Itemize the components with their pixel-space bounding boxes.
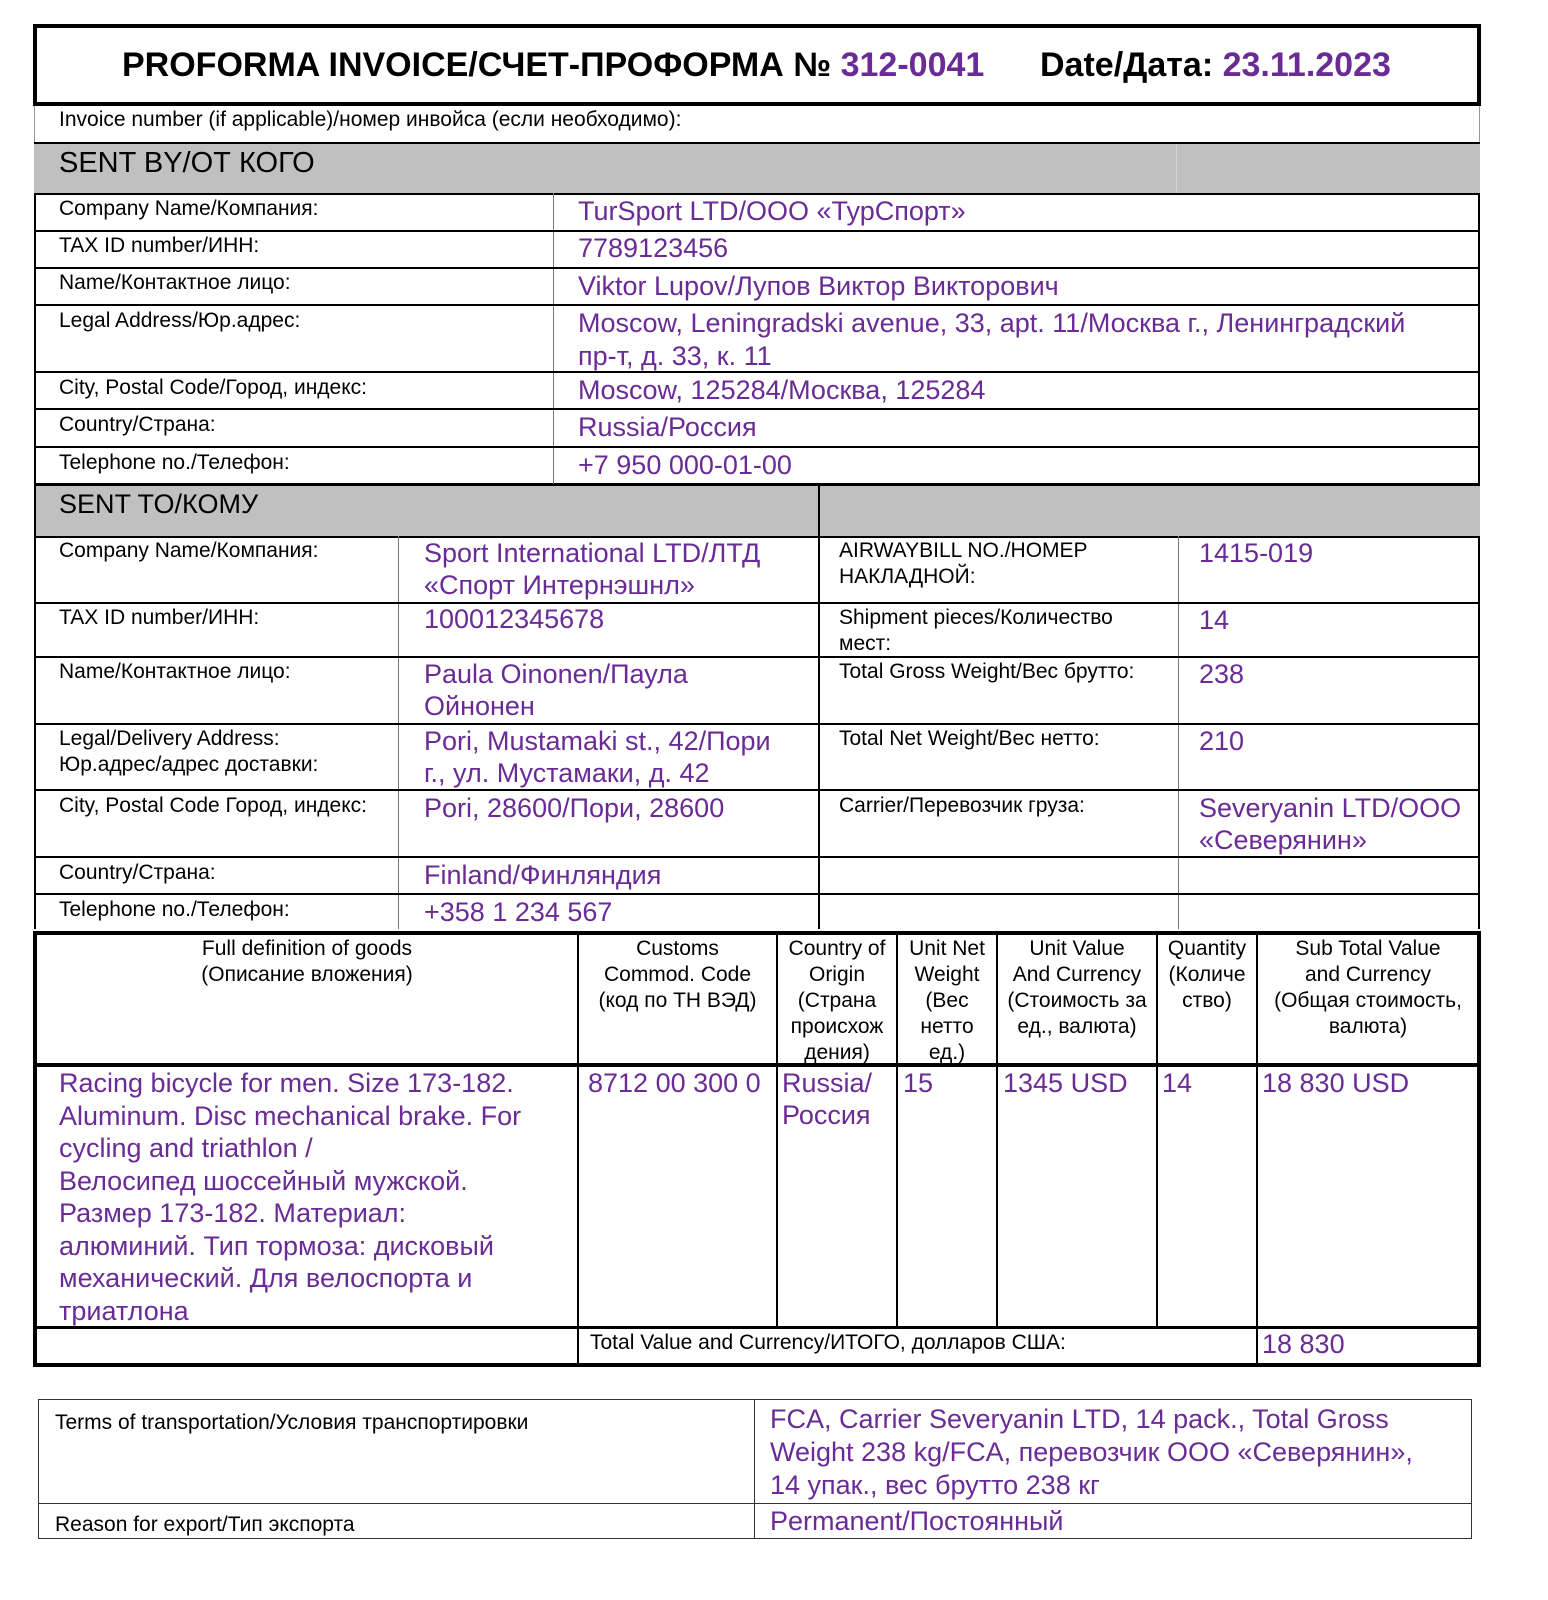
recipient-contact-value-line1: Paula Oinonen/Паула <box>424 659 688 689</box>
goods-unit-value: 1345 USD <box>1003 1068 1128 1098</box>
total-value: 18 830 <box>1262 1329 1345 1359</box>
col-header-line: ед.) <box>928 1041 966 1064</box>
col-header-line: валюта) <box>1328 1015 1408 1038</box>
col-header-line: Sub Total Value <box>1295 937 1441 960</box>
col-header-line: Country of <box>788 937 886 960</box>
col-header-line: нетто <box>920 1015 974 1038</box>
recipient-address-value-line1: Pori, Mustamaki st., 42/Пори <box>424 726 771 756</box>
invoice-title-label: PROFORMA INVOICE/СЧЕТ-ПРОФОРМА № <box>122 46 832 84</box>
col-header-line: Unit Net <box>909 937 985 960</box>
col-header-line: Unit Value <box>1029 937 1125 960</box>
recipient-country-label: Country/Страна: <box>59 861 216 884</box>
recipient-company-label: Company Name/Компания: <box>59 539 319 562</box>
recipient-contact-value-line2: Ойнонен <box>424 691 535 721</box>
col-header-line: происхож <box>790 1015 884 1038</box>
date-value: 23.11.2023 <box>1222 46 1391 84</box>
recipient-city-label: City, Postal Code Город, индекс: <box>59 794 367 817</box>
goods-origin-line1: Russia/ <box>782 1068 873 1098</box>
sent-by-title: SENT BY/ОТ КОГО <box>59 147 315 179</box>
export-reason-value: Permanent/Постоянный <box>770 1506 1064 1536</box>
recipient-company-value-line1: Sport International LTD/ЛТД <box>424 538 761 568</box>
goods-origin-line2: Россия <box>782 1100 871 1130</box>
invoice-title <box>122 45 984 85</box>
sender-address-value-line2: пр-т, д. 33, к. 11 <box>578 341 772 371</box>
invoice-number: 312-0041 <box>840 46 985 84</box>
col-header-line: (Страна <box>797 989 877 1012</box>
sent-to-title: SENT TO/КОМУ <box>59 489 259 519</box>
sender-contact-label: Name/Контактное лицо: <box>59 271 291 294</box>
col-header-description <box>37 936 577 988</box>
recipient-tax-id-label: TAX ID number/ИНН: <box>59 606 260 629</box>
goods-description <box>59 1067 521 1327</box>
sender-phone-label: Telephone no./Телефон: <box>59 451 290 474</box>
col-header-line: And Currency <box>1012 963 1142 986</box>
col-header-line: (код по ТН ВЭД) <box>598 989 757 1012</box>
recipient-phone-label: Telephone no./Телефон: <box>59 898 290 921</box>
col-header-unit-value <box>998 936 1156 1040</box>
recipient-phone-value: +358 1 234 567 <box>424 897 613 927</box>
col-header-line: (Описание вложения) <box>201 963 413 986</box>
shipment-pieces-label-line1: Shipment pieces/Количество <box>839 606 1113 629</box>
col-header-line: ед., валюта) <box>1017 1015 1137 1038</box>
recipient-tax-id-value: 100012345678 <box>424 604 605 634</box>
sender-company-label: Company Name/Компания: <box>59 197 319 220</box>
transport-terms-value <box>770 1403 1413 1502</box>
sender-tax-id-value: 7789123456 <box>578 233 729 263</box>
col-header-unit-net-weight <box>898 936 996 1066</box>
sender-address-label: Legal Address/Юр.адрес: <box>59 309 301 332</box>
sender-tax-id-label: TAX ID number/ИНН: <box>59 234 260 257</box>
col-header-quantity <box>1158 936 1256 1014</box>
sender-contact-value: Viktor Lupov/Лупов Виктор Викторович <box>578 271 1059 301</box>
sender-city-value: Moscow, 125284/Москва, 125284 <box>578 375 986 405</box>
sender-company-value: TurSport LTD/ООО «ТурСпорт» <box>578 196 966 226</box>
gross-weight-value: 238 <box>1199 659 1245 689</box>
carrier-value-line2: «Северянин» <box>1199 825 1367 855</box>
col-header-subtotal <box>1258 936 1478 1040</box>
col-header-line: (Вес <box>925 989 969 1012</box>
col-header-line: Full definition of goods <box>201 937 413 960</box>
goods-quantity: 14 <box>1162 1068 1193 1098</box>
description-line: Размер 173-182. Материал: <box>59 1198 407 1228</box>
description-line: cycling and triathlon / <box>59 1133 313 1163</box>
airwaybill-value: 1415-019 <box>1199 538 1314 568</box>
transport-terms-line: FCA, Carrier Severyanin LTD, 14 pack., Total Gross <box>770 1404 1389 1434</box>
goods-customs-code: 8712 00 300 0 <box>588 1068 761 1098</box>
shipment-pieces-value: 14 <box>1199 605 1230 635</box>
col-header-line: ство) <box>1182 989 1232 1012</box>
goods-unit-net-weight: 15 <box>903 1068 934 1098</box>
col-header-line: Origin <box>808 963 866 986</box>
recipient-country-value: Finland/Финляндия <box>424 860 662 890</box>
sender-country-value: Russia/Россия <box>578 412 757 442</box>
date-label: Date/Дата: <box>1040 46 1214 84</box>
sender-city-label: City, Postal Code/Город, индекс: <box>59 376 367 399</box>
col-header-line: Weight <box>914 963 980 986</box>
description-line: триатлона <box>59 1295 189 1326</box>
recipient-company-value-line2: «Спорт Интернэшнл» <box>424 570 695 600</box>
invoice-number-label: Invoice number (if applicable)/номер инвойса (если необходимо): <box>59 108 682 131</box>
description-line: Racing bicycle for men. Size 173-182. <box>59 1068 514 1098</box>
sender-address-value-line1: Moscow, Leningradski avenue, 33, apt. 11/Москва г., Ленинградский <box>578 308 1406 338</box>
recipient-city-value: Pori, 28600/Пори, 28600 <box>424 793 725 823</box>
invoice-number-field[interactable] <box>740 107 1470 137</box>
total-label: Total Value and Currency/ИТОГО, долларов США: <box>590 1331 1066 1354</box>
col-header-line: and Currency <box>1304 963 1432 986</box>
description-line: Велосипед шоссейный мужской. <box>59 1165 468 1196</box>
col-header-line: (Стоимость за <box>1007 989 1147 1012</box>
gross-weight-label: Total Gross Weight/Вес брутто: <box>839 660 1135 683</box>
col-header-line: (Общая стоимость, <box>1274 989 1462 1012</box>
col-header-origin <box>778 936 896 1066</box>
col-header-line: дения) <box>804 1041 870 1064</box>
transport-terms-line: 14 упак., вес брутто 238 кг <box>770 1470 1100 1500</box>
goods-subtotal: 18 830 USD <box>1262 1068 1410 1098</box>
invoice-date <box>1040 45 1391 85</box>
transport-terms-line: Weight 238 kg/FCA, перевозчик ООО «Северянин», <box>770 1437 1413 1467</box>
airwaybill-label-line2: НАКЛАДНОЙ: <box>839 565 976 588</box>
recipient-address-value-line2: г., ул. Мустамаки, д. 42 <box>424 758 710 788</box>
description-line: механический. Для велоспорта и <box>59 1263 473 1293</box>
col-header-line: Customs <box>636 937 719 960</box>
shipment-pieces-label-line2: мест: <box>839 632 892 655</box>
col-header-line: Commod. Code <box>603 963 752 986</box>
col-header-line: (Количе <box>1168 963 1246 986</box>
sender-phone-value: +7 950 000-01-00 <box>578 450 792 480</box>
carrier-label: Carrier/Перевозчик груза: <box>839 794 1085 817</box>
recipient-address-label-line1: Legal/Delivery Address: <box>59 727 280 750</box>
description-line: алюминий. Тип тормоза: дисковый <box>59 1230 495 1261</box>
transport-terms-label: Terms of transportation/Условия транспортировки <box>55 1411 529 1434</box>
col-header-line: Quantity <box>1167 937 1247 960</box>
col-header-customs-code <box>579 936 776 1014</box>
net-weight-label: Total Net Weight/Вес нетто: <box>839 727 1100 750</box>
description-line: Aluminum. Disc mechanical brake. For <box>59 1100 522 1131</box>
airwaybill-label-line1: AIRWAYBILL NO./НОМЕР <box>839 539 1088 562</box>
recipient-contact-label: Name/Контактное лицо: <box>59 660 291 683</box>
export-reason-label: Reason for export/Тип экспорта <box>55 1513 355 1536</box>
net-weight-value: 210 <box>1199 726 1245 756</box>
carrier-value-line1: Severyanin LTD/ООО <box>1199 793 1462 823</box>
sender-country-label: Country/Страна: <box>59 413 216 436</box>
recipient-address-label-line2: Юр.адрес/адрес доставки: <box>59 753 319 776</box>
